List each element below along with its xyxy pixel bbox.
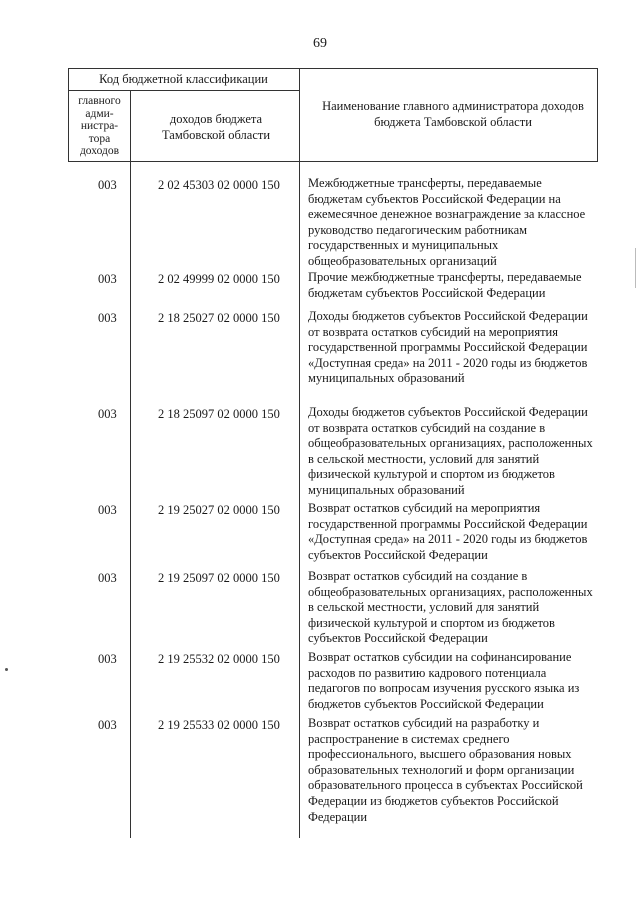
row-2-admin-code: 003 (98, 272, 117, 286)
row-3-admin-code: 003 (98, 311, 117, 325)
budget-classification-table (68, 68, 598, 838)
row-3-income-code: 2 18 25027 02 0000 150 (158, 311, 280, 325)
row-2-income-code: 2 02 49999 02 0000 150 (158, 272, 280, 286)
row-2-name: Прочие межбюджетные трансферты, передаваемые бюджетам субъектов Российской Федерации (308, 270, 582, 300)
row-5-income-code: 2 19 25027 02 0000 150 (158, 503, 280, 517)
row-7-income-code: 2 19 25532 02 0000 150 (158, 652, 280, 666)
row-1-admin-code: 003 (98, 178, 117, 192)
row-5-admin-code: 003 (98, 503, 117, 517)
row-1-name: Межбюджетные трансферты, передаваемые бюджетам субъектов Российской Федерации на ежемесячное денежное вознаграждение за классное руководство педагогическим работникам государственных и муниципальных общеобразовательных организаций (308, 176, 586, 268)
row-8-income-code: 2 19 25533 02 0000 150 (158, 718, 280, 732)
row-4-income-code: 2 18 25097 02 0000 150 (158, 407, 280, 421)
scan-speck (5, 668, 8, 671)
row-4-admin-code: 003 (98, 407, 117, 421)
row-4-name: Доходы бюджетов субъектов Российской Федерации от возврата остатков субсидий на создание в общеобразовательных организациях, расположенных в сельской местности, условий для занятий физической культурой и спортом из бюджетов муниципальных образований (308, 405, 593, 497)
row-6-admin-code: 003 (98, 571, 117, 585)
header-bottom-border (68, 161, 598, 162)
column-divider-admin (130, 91, 131, 838)
row-7-name: Возврат остатков субсидии на софинансирование расходов по развитию кадрового потенциала педагогов по вопросам изучения русского языка из бюджетов субъектов Российской Федерации (308, 650, 580, 711)
row-1-income-code: 2 02 45303 02 0000 150 (158, 178, 280, 192)
row-6-name: Возврат остатков субсидий на создание в общеобразовательных организациях, расположенных в сельской местности, условий для занятий физической культурой и спортом из бюджетов субъектов Российской Федерации (308, 569, 593, 646)
scan-edge-mark (635, 248, 636, 288)
group-header-divider (68, 90, 300, 91)
header-col-income: доходов бюджета Тамбовской области (161, 112, 271, 142)
table-border-right (597, 68, 598, 161)
header-group-title: Код бюджетной классификации (99, 72, 268, 86)
row-8-name: Возврат остатков субсидий на разработку и распространение в системах среднего профессионального, высшего образования новых образовательных технологий и форм организации образовательного процесса в субъектах Российской Федерации из бюджетов субъектов Российской Федерации (308, 716, 583, 824)
row-7-admin-code: 003 (98, 652, 117, 666)
table-border-top (68, 68, 598, 69)
row-3-name: Доходы бюджетов субъектов Российской Федерации от возврата остатков субсидий на мероприятия государственной программы Российской Федерации «Доступная среда» на 2011 - 2020 годы из бюджетов муниципальных образований (308, 309, 588, 386)
header-col-name: Наименование главного администратора доходов бюджета Тамбовской области (322, 99, 584, 129)
row-8-admin-code: 003 (98, 718, 117, 732)
row-5-name: Возврат остатков субсидий на мероприятия государственной программы Российской Федерации «Доступная среда» на 2011 - 2020 годы из бюджетов субъектов Российской Федерации (308, 501, 588, 562)
page-number: 69 (313, 36, 327, 51)
column-divider-code (299, 68, 300, 838)
row-6-income-code: 2 19 25097 02 0000 150 (158, 571, 280, 585)
header-col-admin: главного адми-нистра-тора доходов (78, 95, 121, 157)
